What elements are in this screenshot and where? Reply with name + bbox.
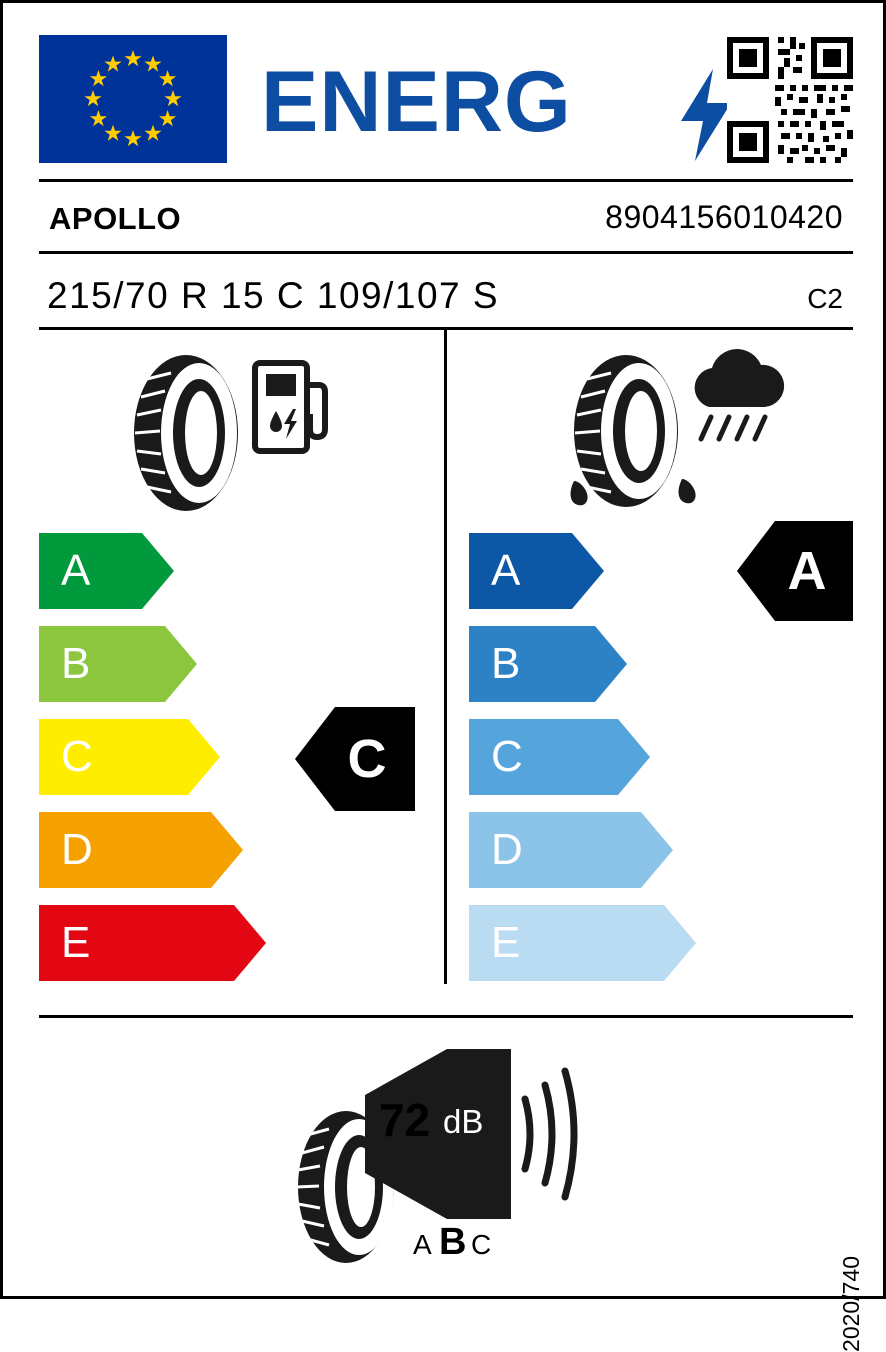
fuel-grade-c-label: C [61,732,93,781]
divider-header [39,179,853,182]
fuel-grade-a-label: A [61,546,91,595]
regulation-year: 2020/740 [838,1256,864,1352]
fuel-grade-e [39,905,266,981]
noise-class-a: A [413,1229,432,1260]
noise-unit: dB [443,1103,484,1140]
fuel-selected-label: C [347,729,387,789]
brand-name: APOLLO [49,201,182,236]
fuel-grade-b [39,626,197,702]
fuel-grade-b-label: B [61,639,91,688]
divider-noise [39,1015,853,1018]
page-title: ENERG [261,54,572,150]
rain-cloud-icon [683,351,793,455]
wet-grade-d-label: D [491,825,523,874]
noise-class-c: C [471,1229,492,1260]
wet-grade-b [469,626,627,702]
divider-vertical [444,330,447,984]
wet-grade-e-label: E [491,918,521,967]
wet-grade-d [469,812,673,888]
tyre-with-splash-icon [566,353,676,513]
wet-grade-a [469,533,604,609]
noise-class-b: B [439,1221,467,1263]
fuel-grade-d [39,812,243,888]
fuel-grade-a [39,533,174,609]
noise-value: 72 [379,1094,431,1146]
fuel-grade-e-label: E [61,918,91,967]
wet-grade-a-label: A [491,546,521,595]
fuel-grade-c [39,719,220,795]
wet-grade-c [469,719,650,795]
wet-selected-label: A [787,541,827,601]
lightning-bolt-icon [679,69,733,161]
fuel-pump-icon [253,359,331,457]
fuel-grade-d-label: D [61,825,93,874]
wet-grade-e [469,905,696,981]
qr-code-icon [727,37,853,163]
label-header [39,31,853,173]
divider-brand [39,251,853,254]
eu-flag-stars [39,35,227,163]
tyre-class-code: C2 [807,283,843,314]
wet-selected-badge [737,521,853,621]
tyre-size: 215/70 R 15 C 109/107 S [47,275,500,316]
fuel-selected-badge [295,707,415,811]
sku-code: 8904156010420 [605,199,843,235]
wet-grade-c-label: C [491,732,523,781]
wet-grade-b-label: B [491,639,521,688]
eu-flag-icon [39,35,227,163]
tyre-icon [131,353,241,513]
